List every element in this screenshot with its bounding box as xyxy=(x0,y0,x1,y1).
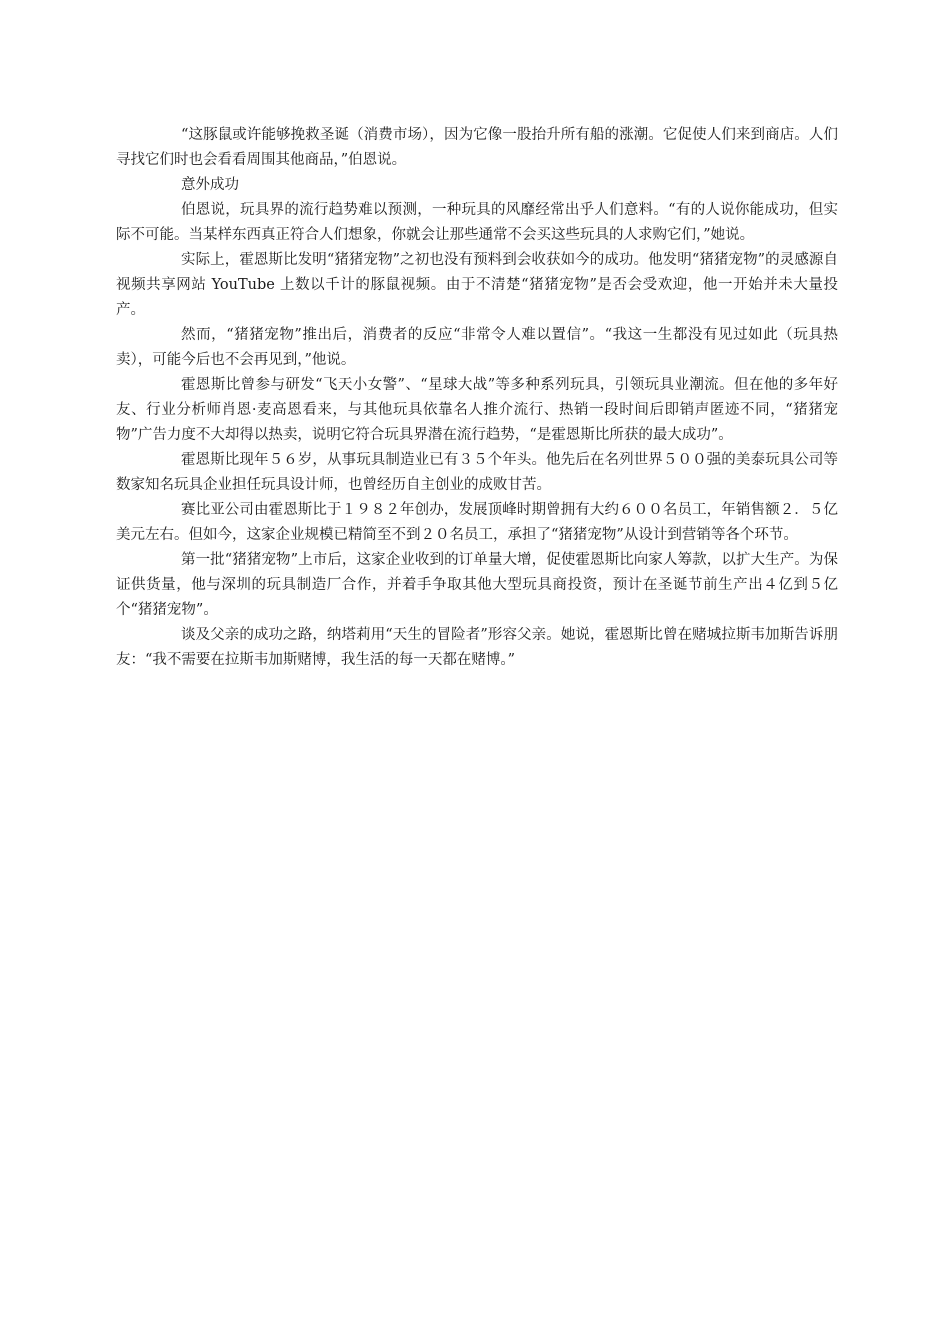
document-page xyxy=(116,123,838,673)
paragraph-4: 然而，“猪猪宠物”推出后，消费者的反应“非常令人难以置信”。“我这一生都没有见过如此（玩具热卖），可能今后也不会再见到，”他说。 xyxy=(116,327,838,368)
paragraph-7: 赛比亚公司由霍恩斯比于１９８２年创办，发展顶峰时期曾拥有大约６００名员工，年销售额２．５亿美元左右。但如今，这家企业规模已精简至不到２０名员工，承担了“猪猪宠物”从设计到营销等各个环节。 xyxy=(116,502,838,543)
paragraph-2: 伯恩说，玩具界的流行趋势难以预测，一种玩具的风靡经常出乎人们意料。“有的人说你能成功，但实际不可能。当某样东西真正符合人们想象，你就会让那些通常不会买这些玩具的人求购它们，”她说。 xyxy=(116,202,838,243)
paragraph-1: “这豚鼠或许能够挽救圣诞（消费市场），因为它像一股抬升所有船的涨潮。它促使人们来到商店。人们寻找它们时也会看看周围其他商品，”伯恩说。 xyxy=(116,127,838,168)
paragraph-5: 霍恩斯比曾参与研发“飞天小女警”、“星球大战”等多种系列玩具，引领玩具业潮流。但在他的多年好友、行业分析师肖恩·麦高恩看来，与其他玩具依靠名人推介流行、热销一段时间后即销声匿迹不同，“猪猪宠物”广告力度不大却得以热卖，说明它符合玩具界潜在流行趋势，“是霍恩斯比所获的最大成功”。 xyxy=(116,377,838,443)
paragraph-9: 谈及父亲的成功之路，纳塔莉用“天生的冒险者”形容父亲。她说，霍恩斯比曾在赌城拉斯韦加斯告诉朋友：“我不需要在拉斯韦加斯赌博，我生活的每一天都在赌博。” xyxy=(116,627,838,668)
paragraph-6: 霍恩斯比现年５６岁，从事玩具制造业已有３５个年头。他先后在名列世界５００强的美泰玩具公司等数家知名玩具企业担任玩具设计师，也曾经历自主创业的成败甘苦。 xyxy=(116,452,838,493)
section-heading: 意外成功 xyxy=(181,177,239,193)
paragraph-8: 第一批“猪猪宠物”上市后，这家企业收到的订单量大增，促使霍恩斯比向家人筹款，以扩大生产。为保证供货量，他与深圳的玩具制造厂合作，并着手争取其他大型玩具商投资，预计在圣诞节前生产出４亿到５亿个“猪猪宠物”。 xyxy=(116,552,838,618)
paragraph-3: 实际上，霍恩斯比发明“猪猪宠物”之初也没有预料到会收获如今的成功。他发明“猪猪宠物”的灵感源自视频共享网站 YouTube 上数以千计的豚鼠视频。由于不清楚“猪猪宠物”是否会受欢迎，他一开始并未大量投产。 xyxy=(116,252,838,318)
